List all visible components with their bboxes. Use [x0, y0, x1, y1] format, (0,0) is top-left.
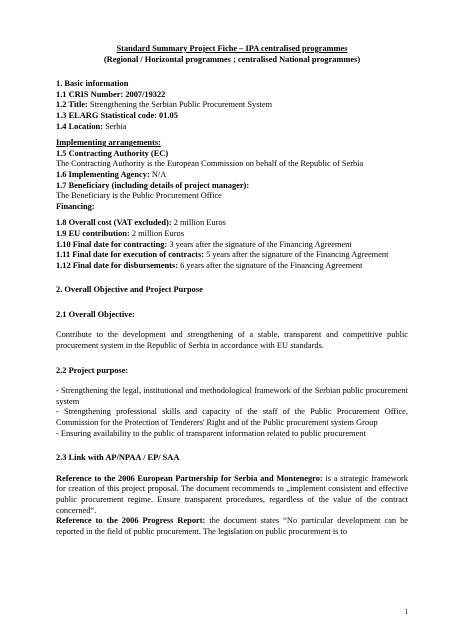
- section-heading-objective: 2. Overall Objective and Project Purpose: [56, 285, 203, 295]
- cost-value: 2 million Euros: [171, 218, 226, 228]
- purpose-item-1: - Strengthening the legal, institutional and methodological framework of the Serbian public procurement system: [56, 386, 408, 406]
- reference-progress-text: the document states “No particular development can be reported in the field of public procurement. The legislation on public procurement is to: [56, 516, 408, 536]
- implementing-agency-line: [56, 170, 408, 181]
- cris-number: 1.1 CRIS Number: 2007/19322: [56, 89, 166, 99]
- financing-label: Financing:: [56, 201, 95, 211]
- contracting-date-label: 1.10 Final date for contracting:: [56, 239, 168, 249]
- document-subtitle: (Regional / Horizontal programmes ; centralised National programmes): [103, 54, 361, 64]
- execution-value: 5 years after the signature of the Financing Agreement: [204, 250, 389, 260]
- purpose-item-3: - Ensuring availability to the public of transparent information related to public procurement: [56, 428, 366, 438]
- contracting-date-value: 3 years after the signature of the Financing Agreement: [167, 239, 352, 249]
- location-label: 1.4 Location:: [56, 121, 103, 131]
- execution-label: 1.11 Final date for execution of contracts:: [56, 250, 205, 260]
- reference-progress-report: [56, 516, 408, 537]
- section-heading-basic: 1. Basic information: [56, 79, 129, 89]
- overall-objective-text: Contribute to the development and strengthening of a stable, transparent and competitive public procurement system in the Republic of Serbia in accordance with EU standards.: [56, 330, 408, 351]
- eu-label: 1.9 EU contribution:: [56, 228, 130, 238]
- purpose-item-2: - Strengthening professional skills and capacity of the staff of the Public Procurement Office, Commission for the Protection of Tenderers' Right and of the Public procurement system Group: [56, 407, 408, 428]
- reference-partnership: [56, 474, 408, 516]
- eu-value: 2 million Euros: [129, 228, 184, 238]
- project-title-line: [56, 100, 408, 111]
- contracting-authority-label: 1.5 Contracting Authority (EC): [56, 148, 169, 158]
- overall-objective-heading: 2.1 Overall Objective:: [56, 309, 135, 319]
- disbursement-date-line: [56, 261, 408, 272]
- title-value: Strengthening the Serbian Public Procurement System: [87, 100, 273, 110]
- page-number: 1: [404, 608, 408, 617]
- beneficiary-text: The Beneficiary is the Public Procurement Office: [56, 191, 222, 201]
- eu-contribution-line: [56, 229, 408, 240]
- reference-progress-label: Reference to the 2006 Progress Report:: [56, 516, 206, 526]
- beneficiary-label: 1.7 Beneficiary (including details of project manager):: [56, 180, 250, 190]
- overall-cost-line: [56, 218, 408, 229]
- reference-partnership-text: is a strategic framework for creation of this project proposal. The document recommends to „implement consistent and effective public procurement regime. Ensure transparent procedures, regardless of the value of the contract concerned“.: [56, 473, 408, 515]
- agency-label: 1.6 Implementing Agency:: [56, 169, 150, 179]
- cost-label: 1.8 Overall cost (VAT excluded):: [56, 218, 172, 228]
- contracting-date-line: [56, 240, 408, 251]
- project-purpose-heading: 2.2 Project purpose:: [56, 365, 129, 375]
- title-label: 1.2 Title:: [56, 100, 88, 110]
- disbursement-label: 1.12 Final date for disbursements:: [56, 260, 178, 270]
- execution-date-line: [56, 250, 408, 261]
- location-line: [56, 122, 408, 133]
- title-line-1: Standard Summary Project Fiche – IPA centralised programmes: [116, 44, 348, 53]
- elarg-code: 1.3 ELARG Statistical code: 01.05: [56, 110, 178, 120]
- document-title: [56, 44, 408, 55]
- disbursement-value: 6 years after the signature of the Financing Agreement: [177, 260, 363, 270]
- agency-value: N/A: [149, 169, 167, 179]
- implementing-heading: Implementing arrangements:: [56, 138, 161, 148]
- contracting-authority-text: The Contracting Authority is the European Commission on behalf of the Republic of Serbia: [56, 159, 364, 169]
- reference-partnership-label: Reference to the 2006 European Partnership for Serbia and Montenegro:: [56, 473, 323, 483]
- location-value: Serbia: [103, 121, 127, 131]
- link-heading: 2.3 Link with AP/NPAA / EP/ SAA: [56, 453, 180, 463]
